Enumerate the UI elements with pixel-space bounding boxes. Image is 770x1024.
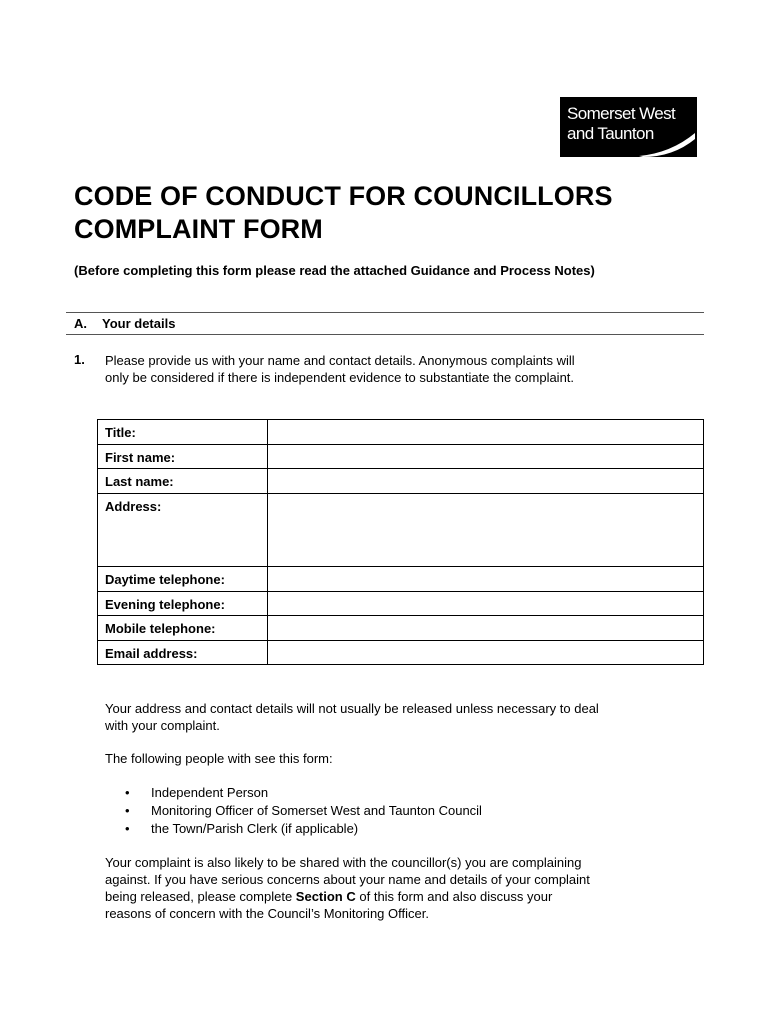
table-row bbox=[98, 616, 704, 641]
sharing-note-line: reasons of concern with the Council’s Monitoring Officer. bbox=[105, 906, 429, 921]
list-item bbox=[125, 820, 482, 838]
address-field[interactable] bbox=[268, 494, 704, 567]
daytime-telephone-field[interactable] bbox=[268, 567, 704, 592]
field-label-title: Title: bbox=[98, 420, 268, 445]
field-label-first-name: First name: bbox=[98, 445, 268, 469]
question-number: 1. bbox=[74, 352, 85, 367]
logo-text-line-2: and Taunton bbox=[567, 124, 654, 143]
question-text bbox=[105, 352, 703, 386]
sharing-note-line bbox=[105, 888, 703, 905]
bullet-icon: • bbox=[125, 803, 130, 818]
last-name-field[interactable] bbox=[268, 469, 704, 494]
mobile-telephone-field[interactable] bbox=[268, 616, 704, 641]
list-item-text: Independent Person bbox=[151, 785, 269, 800]
council-logo bbox=[560, 97, 697, 157]
logo-swoosh-icon bbox=[637, 129, 697, 157]
table-row bbox=[98, 567, 704, 592]
sharing-note-text: being released, please complete bbox=[105, 889, 296, 904]
list-item-text: the Town/Parish Clerk (if applicable) bbox=[151, 821, 359, 836]
table-row bbox=[98, 469, 704, 494]
section-a-heading bbox=[74, 316, 175, 331]
table-row bbox=[98, 445, 704, 469]
sharing-note-line: Your complaint is also likely to be shared with the councillor(s) you are complaining bbox=[105, 855, 582, 870]
sharing-note-text: of this form and also discuss your bbox=[355, 889, 553, 904]
field-label-mobile-telephone: Mobile telephone: bbox=[98, 616, 268, 641]
table-row bbox=[98, 494, 704, 567]
title-field[interactable] bbox=[268, 420, 704, 445]
section-letter: A. bbox=[74, 316, 87, 331]
guidance-note: (Before completing this form please read the attached Guidance and Process Notes) bbox=[74, 263, 595, 278]
first-name-field[interactable] bbox=[268, 445, 704, 469]
release-note bbox=[105, 700, 703, 734]
list-item bbox=[125, 784, 482, 802]
field-label-last-name: Last name: bbox=[98, 469, 268, 494]
sharing-note bbox=[105, 854, 703, 922]
table-row bbox=[98, 641, 704, 665]
release-note-line: with your complaint. bbox=[105, 718, 220, 733]
list-item bbox=[125, 802, 482, 820]
page-title bbox=[74, 180, 613, 246]
section-divider-top bbox=[66, 312, 704, 313]
question-text-line: only be considered if there is independent evidence to substantiate the complaint. bbox=[105, 370, 575, 385]
logo-text-line-1: Somerset West bbox=[567, 104, 676, 123]
bullet-icon: • bbox=[125, 785, 130, 800]
who-sees-form-text bbox=[105, 750, 703, 767]
section-label: Your details bbox=[102, 316, 176, 331]
who-sees-form-line: The following people with see this form: bbox=[105, 751, 333, 766]
email-address-field[interactable] bbox=[268, 641, 704, 665]
field-label-daytime-telephone: Daytime telephone: bbox=[98, 567, 268, 592]
sharing-note-line: against. If you have serious concerns about your name and details of your complaint bbox=[105, 872, 590, 887]
recipients-list bbox=[125, 784, 482, 838]
field-label-address: Address: bbox=[98, 494, 268, 567]
evening-telephone-field[interactable] bbox=[268, 592, 704, 616]
section-divider-bottom bbox=[66, 334, 704, 335]
contact-details-table bbox=[97, 419, 704, 665]
bullet-icon: • bbox=[125, 821, 130, 836]
page-title-line-2: COMPLAINT FORM bbox=[74, 214, 323, 244]
table-row bbox=[98, 592, 704, 616]
table-row bbox=[98, 420, 704, 445]
page-title-line-1: CODE OF CONDUCT FOR COUNCILLORS bbox=[74, 181, 613, 211]
list-item-text: Monitoring Officer of Somerset West and Taunton Council bbox=[151, 803, 482, 818]
field-label-evening-telephone: Evening telephone: bbox=[98, 592, 268, 616]
question-text-line: Please provide us with your name and contact details. Anonymous complaints will bbox=[105, 353, 575, 368]
field-label-email-address: Email address: bbox=[98, 641, 268, 665]
release-note-line: Your address and contact details will not usually be released unless necessary to deal bbox=[105, 701, 599, 716]
section-c-reference: Section C bbox=[295, 889, 356, 904]
